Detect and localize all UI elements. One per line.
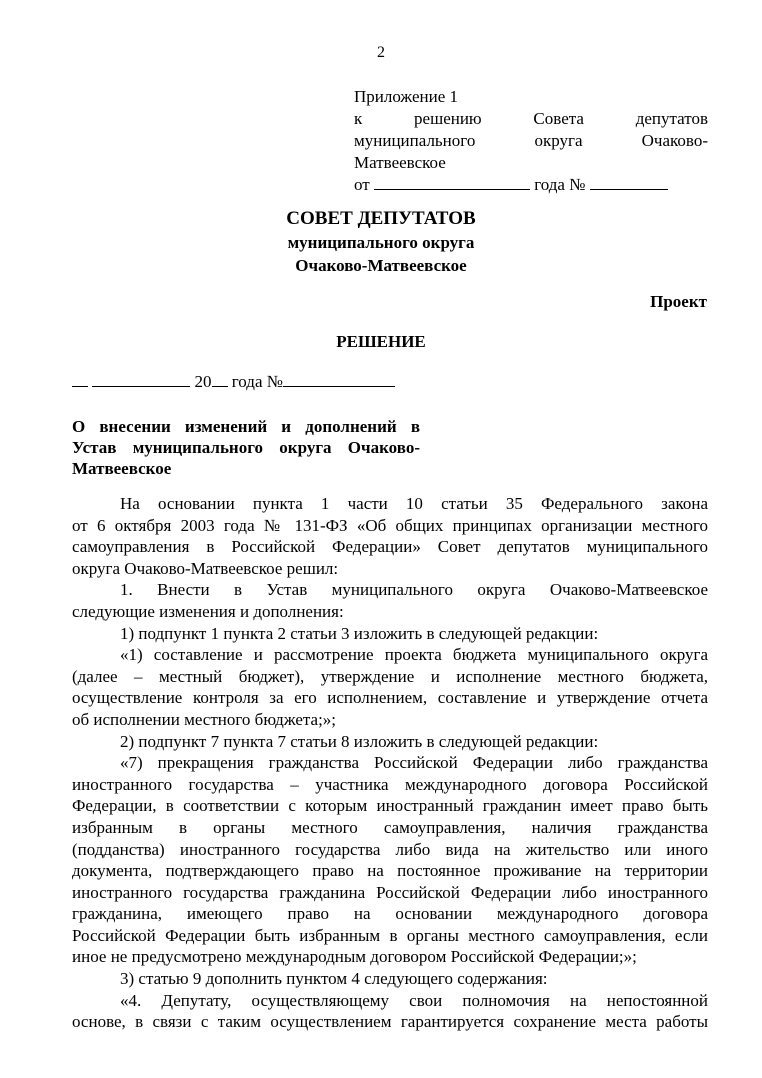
- number-blank: [283, 372, 395, 387]
- subject-line: Устав муниципального округа Очаково-: [72, 438, 420, 457]
- body-line: (подданства) иностранного государства либо вида на жительство или иного: [72, 839, 708, 859]
- document-body: [72, 493, 708, 1033]
- body-line: «4. Депутату, осуществляющему свои полномочия на непостоянной: [120, 990, 708, 1010]
- decision-title: РЕШЕНИЕ: [336, 332, 426, 351]
- day-blank: [72, 372, 88, 387]
- council-district: Очаково-Матвеевское: [295, 256, 467, 275]
- body-line: 2) подпункт 7 пункта 7 статьи 8 изложить в следующей редакции:: [120, 731, 599, 751]
- council-subtitle: муниципального округа: [287, 233, 475, 252]
- subject-line: О внесении изменений и дополнений в: [72, 417, 420, 436]
- body-line: (далее – местный бюджет), утверждение и исполнение местного бюджета,: [72, 666, 708, 686]
- page-number: 2: [377, 44, 385, 61]
- body-line: «1) составление и рассмотрение проекта бюджета муниципального округа: [120, 645, 708, 665]
- body-line: 1) подпункт 1 пункта 2 статьи 3 изложить в следующей редакции:: [120, 623, 599, 643]
- body-line: «7) прекращения гражданства Российской Федерации либо гражданства: [120, 753, 708, 773]
- body-line: округа Очаково-Матвеевское решил:: [72, 558, 339, 578]
- body-line: Российской Федерации быть избранным в органы местного самоуправления, если: [72, 925, 708, 945]
- project-label: Проект: [650, 292, 707, 311]
- body-line: На основании пункта 1 части 10 статьи 35 Федерального закона: [120, 494, 708, 513]
- subject-line: Матвеевское: [72, 459, 172, 478]
- decision-date-line: [72, 372, 395, 392]
- appendix-block: [354, 86, 708, 196]
- appendix-line: Матвеевское: [354, 153, 446, 172]
- council-header: [0, 207, 762, 277]
- body-line: основе, в связи с таким осуществлением гарантируется сохранение места работы: [72, 1012, 708, 1032]
- appendix-line: муниципального округа Очаково-: [354, 131, 708, 150]
- appendix-date-line: [354, 174, 708, 196]
- body-line: избранным в органы местного самоуправления, наличия гражданства: [72, 817, 708, 837]
- appendix-title: Приложение 1: [354, 87, 458, 106]
- appendix-date-prefix: от: [354, 175, 370, 194]
- body-line: от 6 октября 2003 года № 131-ФЗ «Об общих принципах организации местного: [72, 515, 708, 535]
- appendix-line: к решению Совета депутатов: [354, 109, 708, 128]
- appendix-date-middle: года №: [534, 175, 586, 194]
- body-line: об исполнении местного бюджета;»;: [72, 709, 337, 729]
- body-line: иностранного государства – участника международного договора Российской: [72, 774, 708, 794]
- year-prefix: 20: [194, 372, 212, 391]
- number-blank: [590, 175, 668, 190]
- body-line: 3) статью 9 дополнить пунктом 4 следующего содержания:: [120, 969, 548, 989]
- body-line: самоуправления в Российской Федерации» Совет депутатов муниципального: [72, 537, 708, 557]
- body-line: следующие изменения и дополнения:: [72, 601, 344, 621]
- month-blank: [92, 372, 190, 387]
- body-line: иностранного государства гражданина Российской Федерации либо иностранного: [72, 882, 708, 902]
- year-blank: [212, 372, 228, 387]
- body-line: 1. Внести в Устав муниципального округа Очаково-Матвеевское: [120, 580, 708, 600]
- dateline-middle: года №: [231, 372, 283, 391]
- body-line: осуществление контроля за его исполнением, составление и утверждение отчета: [72, 688, 708, 708]
- body-line: документа, подтверждающего право на постоянное проживание на территории: [72, 861, 708, 881]
- body-line: Федерации, в соответствии с которым иностранный гражданин имеет право быть: [72, 796, 708, 816]
- decision-subject: [72, 416, 420, 479]
- body-line: иное не предусмотрено международным договором Российской Федерации;»;: [72, 947, 637, 967]
- date-blank: [374, 175, 530, 190]
- body-line: гражданина, имеющего право на основании международного договора: [72, 904, 708, 924]
- council-title: СОВЕТ ДЕПУТАТОВ: [286, 208, 476, 229]
